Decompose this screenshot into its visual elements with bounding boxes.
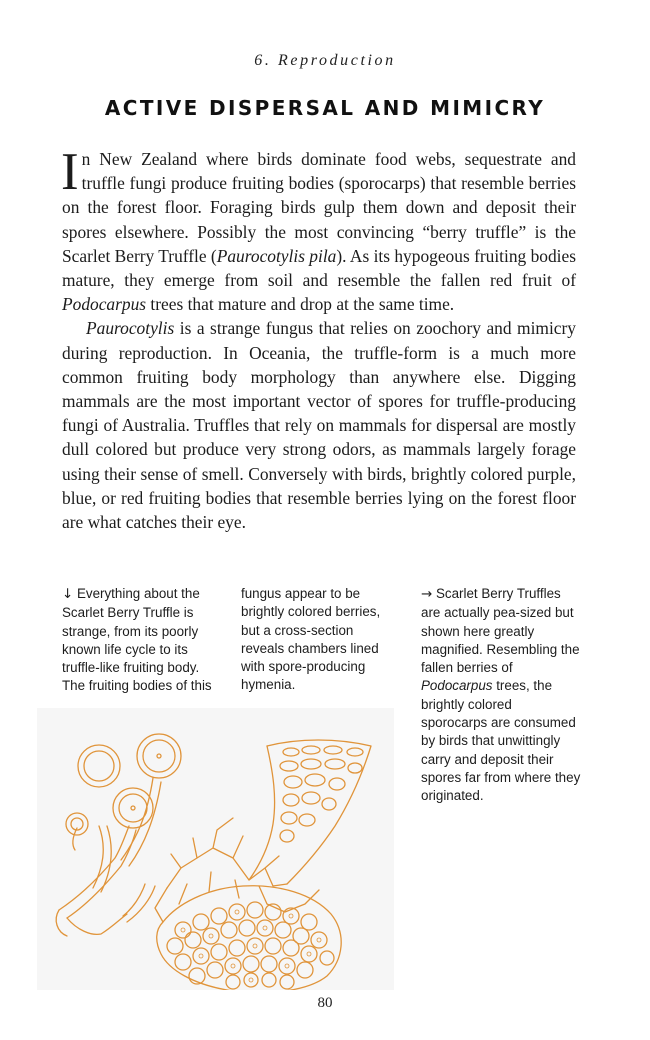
fungus-stalk [93, 826, 111, 892]
body-text [61, 143, 576, 534]
spore-chambers [280, 746, 363, 842]
cross-section-outline [249, 746, 275, 880]
genus-name-2: Paurocotylis [86, 318, 175, 339]
berry-head [66, 813, 88, 835]
paragraph-1-part-b: ). As its hypogeous fruiting bodies mature, they emerge from soil and resemble the fallen red fruit of [62, 245, 576, 291]
caption-right-text-b: trees, the brightly colored sporocarps are consumed by birds that unwittingly carry and deposit their spores far from where they originated. [421, 678, 581, 804]
truffle-drawing [37, 708, 394, 990]
caption-left [62, 585, 222, 696]
fungus-stalk [73, 828, 77, 850]
species-name: Paurocotylis pila [216, 245, 337, 266]
truffle-illustration [37, 708, 394, 990]
caption-right-text-a: Scarlet Berry Truffles are actually pea-sized but shown here greatly magnified. Resembling the fallen berries of [421, 586, 580, 676]
berry-cluster [167, 902, 334, 989]
arrow-down-icon: ↓ [62, 587, 74, 602]
drop-cap: I [61, 143, 79, 201]
berry-head [84, 751, 114, 781]
caption-right [421, 585, 581, 806]
fungus-stalk [59, 826, 129, 910]
fungus-stalk [123, 884, 155, 922]
section-title: ACTIVE DISPERSAL AND MIMICRY [104, 96, 546, 120]
paragraph-1 [61, 143, 576, 316]
paragraph-2-text: is a strange fungus that relies on zoochory and mimicry during reproduction. In Oceania, the truffle-form is a much more common fruiting body morphology than anywhere else. Digging mammals are the most important vector of spores for truffle-producing fungi of Australia. Truffles that rely on mammals for dispersal are mostly dull colored but produce very strong odors, as mammals largely forage using their sense of smell. Conversely with birds, brightly colored purple, blue, or red fruiting bodies that resemble berries lying on the forest floor are what catches their eye. [62, 318, 576, 533]
paragraph-1-part-c: trees that mature and drop at the same time. [146, 294, 455, 315]
paragraph-1-part-a: n New Zealand where birds dominate food webs, sequestrate and truffle fungi produce fruiting bodies (sporocarps) that resemble berries on the forest floor. Foraging birds gulp them down and deposit their spores elsewhere. Possibly the most convincing “berry truffle” is the Scarlet Berry Truffle ( [62, 149, 576, 266]
berry-head [143, 740, 175, 772]
hyphal-net [167, 818, 287, 888]
paragraph-2 [62, 316, 576, 534]
chapter-heading: 6. Reproduction [254, 52, 396, 69]
fungus-stalk [56, 910, 127, 936]
caption-middle: fungus appear to be brightly colored berries, but a cross-section reveals chambers lined with spore-producing hymenia. [241, 586, 381, 693]
fungus-stalk [121, 778, 161, 866]
caption-right-genus: Podocarpus [421, 678, 493, 694]
arrow-right-icon: → [421, 587, 433, 602]
hyphal-net [155, 872, 319, 922]
page-number: 80 [317, 995, 333, 1011]
caption-left-text: Everything about the Scarlet Berry Truffle is strange, from its poorly known life cycle to its truffle-like fruiting body. The fruiting bodies of this [62, 586, 212, 694]
genus-name: Podocarpus [62, 294, 147, 315]
berry-head [119, 794, 147, 822]
